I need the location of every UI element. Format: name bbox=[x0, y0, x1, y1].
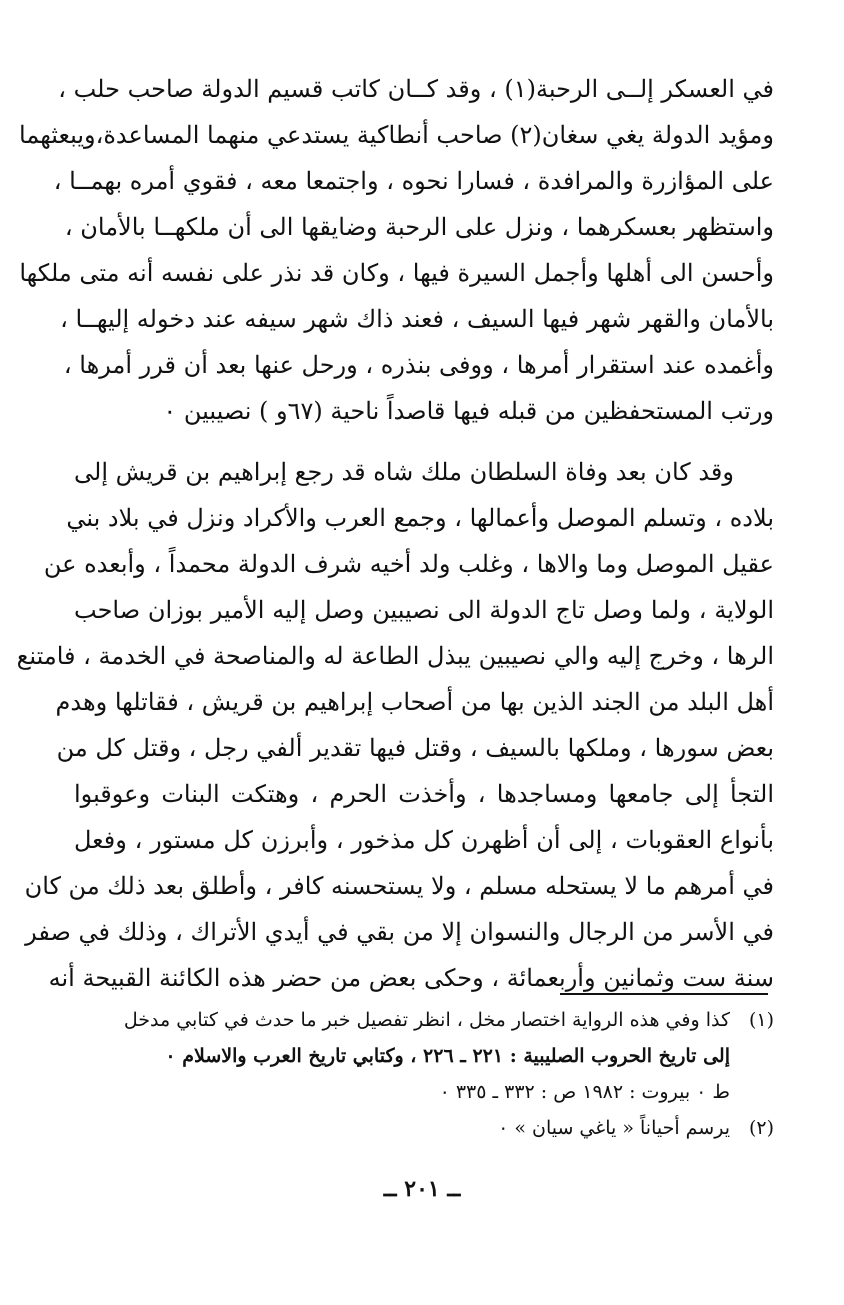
footnote-line: كذا وفي هذه الرواية اختصار مخل ، انظر تفصيل خبر ما حدث في كتابي مدخل bbox=[123, 1009, 730, 1031]
footnote-divider bbox=[560, 993, 768, 995]
footnote-text bbox=[74, 1110, 730, 1146]
text-line: واستظهر بعسكرهما ، ونزل على الرحبة وضايقها الى أن ملكهــا بالأمان ، bbox=[64, 213, 774, 241]
text-line: أهل البلد من الجند الذين بها من أصحاب إبراهيم بن قريش ، فقاتلها وهدم bbox=[55, 688, 774, 716]
page-number: ــ ٢٠١ ــ bbox=[383, 1176, 461, 1202]
text-line: ومؤيد الدولة يغي سغان(٢) صاحب أنطاكية يستدعي منهما المساعدة،ويبعثهما bbox=[19, 121, 774, 149]
text-line: وأحسن الى أهلها وأجمل السيرة فيها ، وكان قد نذر على نفسه أنه متى ملكها bbox=[19, 259, 774, 287]
text-line: بعض سورها ، وملكها بالسيف ، وقتل فيها تقدير ألفي رجل ، وقتل كل من bbox=[56, 734, 774, 762]
footnote-line: ط ٠ بيروت : ١٩٨٢ ص : ٣٣٢ ـ ٣٣٥ ٠ bbox=[439, 1081, 730, 1103]
footnote-text bbox=[74, 1002, 730, 1110]
text-line: ورتب المستحفظين من قبله فيها قاصداً ناحية (٦٧و ) نصيبين ٠ bbox=[163, 397, 774, 425]
footnote-number: (٢) bbox=[748, 1117, 774, 1139]
footnotes bbox=[74, 1002, 774, 1146]
text-line: بالأمان والقهر شهر فيها السيف ، فعند ذاك شهر سيفه عند دخوله إليهــا ، bbox=[60, 305, 774, 333]
footnote-number: (١) bbox=[748, 1009, 774, 1031]
body-paragraph-2 bbox=[16, 449, 774, 1001]
text-line: في الأسر من الرجال والنسوان إلا من بقي في أيدي الأتراك ، وذلك في صفر bbox=[25, 918, 774, 946]
text-line: في أمرهم ما لا يستحله مسلم ، ولا يستحسنه كافر ، وأطلق بعد ذلك من كان bbox=[24, 872, 774, 900]
text-line: بأنواع العقوبات ، إلى أن أظهرن كل مذخور ، وأبرزن كل مستور ، وفعل bbox=[74, 826, 774, 854]
text-line: الرها ، وخرج إليه والي نصيبين يبذل الطاعة له والمناصحة في الخدمة ، فامتنع bbox=[16, 642, 774, 670]
text-line: التجأ إلى جامعها ومساجدها ، وأخذت الحرم ، وهتكت البنات وعوقبوا bbox=[74, 780, 774, 808]
footnote-1 bbox=[74, 1002, 774, 1110]
text-line: على المؤازرة والمرافدة ، فسارا نحوه ، واجتمعا معه ، فقوي أمره بهمــا ، bbox=[53, 167, 774, 195]
text-line: سنة ست وثمانين وأربعمائة ، وحكى بعض من حضر هذه الكائنة القبيحة أنه bbox=[48, 964, 774, 992]
text-line: في العسكر إلــى الرحبة(١) ، وقد كــان كاتب قسيم الدولة صاحب حلب ، bbox=[58, 75, 774, 103]
text-line: وأغمده عند استقرار أمرها ، ووفى بنذره ، ورحل عنها بعد أن قرر أمرها ، bbox=[63, 351, 774, 379]
footnote-line: إلى تاريخ الحروب الصليبية : ٢٢١ ـ ٢٢٦ ، وكتابي تاريخ العرب والاسلام ٠ bbox=[165, 1045, 730, 1067]
text-line: الولاية ، ولما وصل تاج الدولة الى نصيبين وصل إليه الأمير بوزان صاحب bbox=[74, 596, 774, 624]
footnote-2 bbox=[74, 1110, 774, 1146]
body-paragraph-1 bbox=[19, 66, 774, 434]
text-line: عقيل الموصل وما والاها ، وغلب ولد أخيه شرف الدولة محمداً ، وأبعده عن bbox=[43, 550, 774, 578]
text-line: بلاده ، وتسلم الموصل وأعمالها ، وجمع العرب والأكراد ونزل في بلاد بني bbox=[66, 504, 774, 532]
text-line: وقد كان بعد وفاة السلطان ملك شاه قد رجع إبراهيم بن قريش إلى bbox=[74, 458, 734, 486]
footnote-line: يرسم أحياناً « ياغي سيان » ٠ bbox=[498, 1117, 730, 1139]
